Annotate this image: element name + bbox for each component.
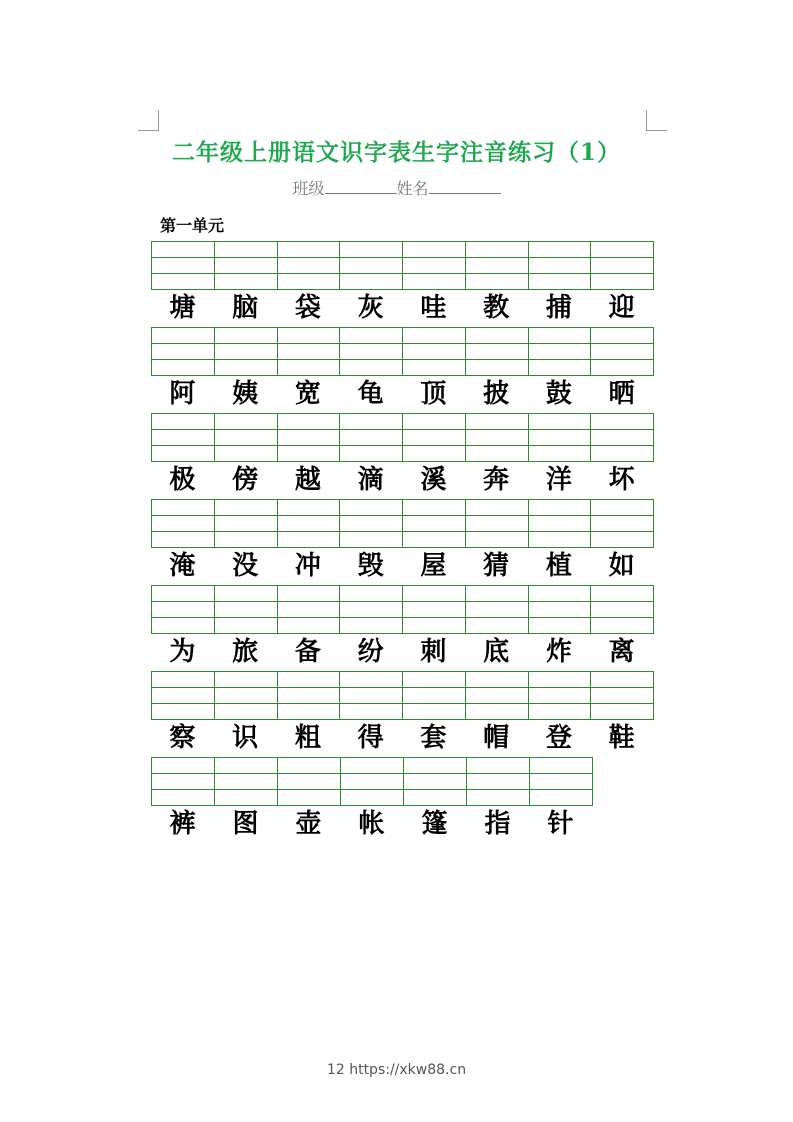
pinyin-cell[interactable]	[340, 757, 404, 806]
hanzi-character: 哇	[420, 293, 447, 323]
pinyin-cell[interactable]	[402, 585, 466, 634]
pinyin-cell[interactable]	[528, 413, 592, 462]
hanzi-character: 塘	[169, 293, 196, 323]
pinyin-cell[interactable]	[151, 757, 215, 806]
pinyin-grid	[151, 757, 653, 805]
page-title: 二年级上册语文识字表生字注音练习（1）	[171, 139, 621, 166]
hanzi-character: 猜	[483, 551, 510, 581]
hanzi-character: 察	[169, 723, 196, 753]
hanzi-character: 没	[232, 551, 259, 581]
pinyin-cell[interactable]	[339, 327, 403, 376]
practice-row	[151, 327, 653, 413]
character-line	[151, 805, 653, 843]
pinyin-grid	[151, 327, 653, 375]
pinyin-cell[interactable]	[214, 671, 278, 720]
pinyin-cell[interactable]	[529, 757, 593, 806]
pinyin-cell[interactable]	[277, 585, 341, 634]
hanzi-character: 针	[547, 809, 574, 839]
hanzi-character: 鞋	[608, 723, 635, 753]
pinyin-cell[interactable]	[402, 327, 466, 376]
hanzi-character: 溪	[420, 465, 447, 495]
character-line	[151, 375, 653, 413]
hanzi-character: 捕	[545, 293, 572, 323]
hanzi-character: 坏	[608, 465, 635, 495]
pinyin-cell[interactable]	[528, 241, 592, 290]
pinyin-cell[interactable]	[339, 499, 403, 548]
hanzi-character: 离	[608, 637, 635, 667]
pinyin-cell[interactable]	[151, 327, 215, 376]
hanzi-character: 脑	[232, 293, 259, 323]
character-line	[151, 461, 653, 499]
hanzi-character: 晒	[608, 379, 635, 409]
hanzi-character: 屋	[420, 551, 447, 581]
pinyin-cell[interactable]	[465, 671, 529, 720]
pinyin-cell[interactable]	[277, 671, 341, 720]
pinyin-cell[interactable]	[590, 585, 654, 634]
pinyin-cell[interactable]	[277, 327, 341, 376]
hanzi-character: 底	[483, 637, 510, 667]
footer-url: https://xkw88.cn	[349, 1062, 467, 1078]
character-line	[151, 547, 653, 585]
pinyin-grid	[151, 241, 653, 289]
pinyin-cell[interactable]	[339, 585, 403, 634]
hanzi-character: 植	[545, 551, 572, 581]
character-line	[151, 633, 653, 671]
pinyin-cell[interactable]	[339, 241, 403, 290]
hanzi-character: 图	[232, 809, 259, 839]
unit-heading: 第一单元	[160, 216, 225, 235]
pinyin-cell[interactable]	[214, 499, 278, 548]
pinyin-cell[interactable]	[214, 241, 278, 290]
hanzi-character: 越	[294, 465, 321, 495]
hanzi-character: 披	[483, 379, 510, 409]
pinyin-cell[interactable]	[590, 413, 654, 462]
class-blank[interactable]	[325, 179, 397, 194]
hanzi-character: 奔	[483, 465, 510, 495]
pinyin-cell[interactable]	[151, 241, 215, 290]
pinyin-cell[interactable]	[590, 327, 654, 376]
hanzi-character: 识	[232, 723, 259, 753]
pinyin-cell[interactable]	[151, 671, 215, 720]
hanzi-character: 粗	[294, 723, 321, 753]
hanzi-character: 傍	[232, 465, 259, 495]
pinyin-cell[interactable]	[339, 413, 403, 462]
pinyin-cell[interactable]	[590, 671, 654, 720]
hanzi-character: 备	[294, 637, 321, 667]
hanzi-character: 炸	[545, 637, 572, 667]
hanzi-character: 滴	[357, 465, 384, 495]
hanzi-character: 登	[545, 723, 572, 753]
hanzi-character: 帐	[358, 809, 385, 839]
hanzi-character: 阿	[169, 379, 196, 409]
pinyin-cell[interactable]	[214, 327, 278, 376]
hanzi-character: 迎	[608, 293, 635, 323]
hanzi-character: 如	[608, 551, 635, 581]
pinyin-grid	[151, 413, 653, 461]
practice-row	[151, 413, 653, 499]
hanzi-character: 旅	[232, 637, 259, 667]
hanzi-character: 纷	[357, 637, 384, 667]
pinyin-cell[interactable]	[214, 585, 278, 634]
pinyin-cell[interactable]	[528, 499, 592, 548]
hanzi-character: 洋	[545, 465, 572, 495]
pinyin-cell[interactable]	[402, 241, 466, 290]
pinyin-cell[interactable]	[151, 499, 215, 548]
pinyin-cell[interactable]	[402, 671, 466, 720]
hanzi-character: 壶	[295, 809, 322, 839]
hanzi-character: 帽	[483, 723, 510, 753]
pinyin-cell[interactable]	[590, 241, 654, 290]
pinyin-cell[interactable]	[339, 671, 403, 720]
hanzi-character: 指	[484, 809, 511, 839]
pinyin-cell[interactable]	[151, 413, 215, 462]
hanzi-character: 刺	[420, 637, 447, 667]
hanzi-character: 宽	[294, 379, 321, 409]
hanzi-character: 龟	[357, 379, 384, 409]
hanzi-character: 篷	[421, 809, 448, 839]
page-corner-mark-top-right	[646, 110, 667, 131]
pinyin-cell[interactable]	[465, 499, 529, 548]
page-corner-mark-top-left	[138, 110, 159, 131]
pinyin-cell[interactable]	[402, 499, 466, 548]
pinyin-cell[interactable]	[402, 413, 466, 462]
practice-row	[151, 585, 653, 671]
hanzi-character: 教	[483, 293, 510, 323]
hanzi-character: 灰	[357, 293, 384, 323]
pinyin-cell[interactable]	[466, 757, 530, 806]
pinyin-cell[interactable]	[465, 327, 529, 376]
name-blank[interactable]	[429, 179, 501, 194]
pinyin-cell[interactable]	[465, 413, 529, 462]
hanzi-character: 裤	[169, 809, 196, 839]
pinyin-grid	[151, 499, 653, 547]
page-number: 12	[326, 1062, 345, 1078]
hanzi-character: 极	[169, 465, 196, 495]
hanzi-character: 淹	[169, 551, 196, 581]
pinyin-grid	[151, 671, 653, 719]
class-label: 班级	[292, 179, 325, 198]
pinyin-cell[interactable]	[277, 757, 341, 806]
pinyin-cell[interactable]	[277, 413, 341, 462]
pinyin-cell[interactable]	[214, 757, 278, 806]
pinyin-cell[interactable]	[465, 585, 529, 634]
practice-row	[151, 241, 653, 327]
pinyin-cell[interactable]	[277, 499, 341, 548]
pinyin-cell[interactable]	[590, 499, 654, 548]
hanzi-character: 得	[357, 723, 384, 753]
character-line	[151, 719, 653, 757]
pinyin-cell[interactable]	[465, 241, 529, 290]
class-name-line	[0, 176, 793, 199]
hanzi-character: 鼓	[545, 379, 572, 409]
hanzi-character: 毁	[357, 551, 384, 581]
hanzi-character: 为	[169, 637, 196, 667]
character-line	[151, 289, 653, 327]
hanzi-character: 套	[420, 723, 447, 753]
practice-row	[151, 499, 653, 585]
practice-row	[151, 757, 653, 843]
hanzi-character: 冲	[294, 551, 321, 581]
pinyin-cell[interactable]	[214, 413, 278, 462]
pinyin-cell[interactable]	[151, 585, 215, 634]
pinyin-cell[interactable]	[528, 585, 592, 634]
page-footer	[0, 1062, 793, 1078]
pinyin-cell[interactable]	[528, 671, 592, 720]
hanzi-character: 姨	[232, 379, 259, 409]
practice-row	[151, 671, 653, 757]
hanzi-character: 袋	[294, 293, 321, 323]
hanzi-character: 顶	[420, 379, 447, 409]
pinyin-cell[interactable]	[277, 241, 341, 290]
pinyin-cell[interactable]	[403, 757, 467, 806]
name-label: 姓名	[396, 179, 429, 198]
pinyin-grid	[151, 585, 653, 633]
pinyin-cell[interactable]	[528, 327, 592, 376]
